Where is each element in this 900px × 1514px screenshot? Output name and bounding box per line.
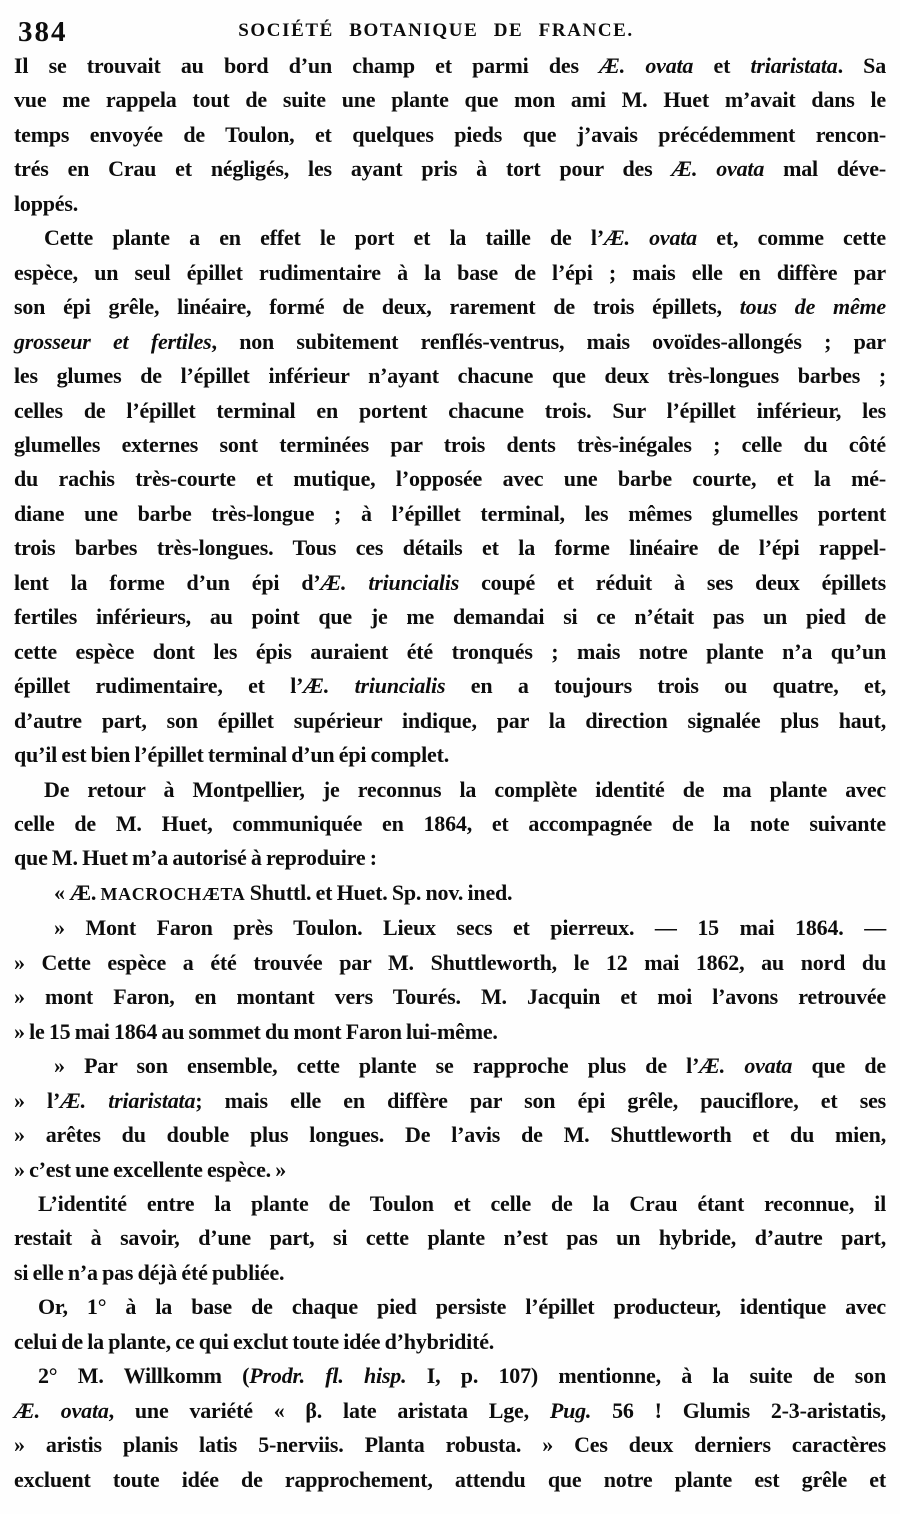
- text-line: [14, 462, 886, 496]
- text-run: épillet rudimentaire, et l’: [14, 673, 304, 699]
- text-run: I, p. 107) mentionne, à la suite de son: [406, 1363, 886, 1389]
- italic-text-run: Æ. ovata: [599, 53, 694, 78]
- text-line: [14, 1187, 886, 1221]
- text-run: coupé et réduit à ses deux épillets: [459, 569, 886, 595]
- italic-text-run: Prodr. fl. hisp.: [249, 1363, 407, 1389]
- text-line: [14, 531, 886, 565]
- text-run: . Sa: [837, 53, 887, 78]
- text-line: [14, 841, 886, 875]
- text-run: qu’il est bien l’épillet terminal d’un épi complet.: [14, 742, 450, 768]
- text-run: » aristis planis latis 5-nerviis. Planta robusta. » Ces deux derniers caractères: [14, 1432, 886, 1458]
- text-line: [14, 876, 886, 911]
- text-run: « Æ.: [54, 879, 101, 905]
- text-line: [14, 1084, 886, 1118]
- text-run: » le 15 mai 1864 au sommet du mont Faron lui-même.: [14, 1018, 498, 1044]
- text-line: [14, 1290, 886, 1324]
- text-run: ; mais elle en diffère par son épi grêle, pauciflore, et ses: [195, 1087, 887, 1113]
- text-run: que de: [792, 1053, 886, 1079]
- text-line: [14, 600, 886, 634]
- text-line: [14, 807, 886, 841]
- text-run: » Par son ensemble, cette plante se rapproche plus de l’: [54, 1053, 700, 1079]
- text-line: [14, 911, 886, 945]
- text-line: [14, 1325, 886, 1359]
- italic-text-run: triaristata: [750, 53, 838, 78]
- page-header: [0, 14, 900, 50]
- text-run: que M. Huet m’a autorisé à reproduire :: [14, 845, 377, 871]
- text-run: 56 ! Glumis 2-3-aristatis,: [591, 1397, 886, 1423]
- text-run: , non subitement renflés-ventrus, mais ovoïdes-allongés ; par: [211, 328, 886, 354]
- text-run: » arêtes du double plus longues. De l’avis de M. Shuttleworth et du mien,: [14, 1122, 886, 1148]
- text-run: celles de l’épillet terminal en portent chacune trois. Sur l’épillet inférieur, les: [14, 397, 886, 423]
- text-run: 2° M. Willkomm (: [38, 1363, 250, 1389]
- text-run: et, comme cette: [697, 225, 886, 251]
- text-run: trés en Crau et négligés, les ayant pris à tort pour des: [14, 156, 672, 182]
- text-run: , une variété « β. late aristata Lge,: [108, 1397, 550, 1423]
- text-line: [14, 635, 886, 669]
- text-run: d’autre part, son épillet supérieur indique, par la direction signalée plus haut,: [14, 707, 886, 733]
- text-run: excluent toute idée de rapprochement, attendu que notre plante est grêle et: [14, 1466, 886, 1492]
- text-line: [14, 566, 886, 600]
- text-line: [14, 1049, 886, 1083]
- text-line: [14, 325, 886, 359]
- text-run: si elle n’a pas déjà été publiée.: [14, 1259, 285, 1285]
- text-run: son épi grêle, linéaire, formé de deux, rarement de trois épillets,: [14, 294, 740, 320]
- text-line: [14, 1153, 886, 1187]
- text-run: » mont Faron, en montant vers Tourés. M. Jacquin et moi l’avons retrouvée: [14, 984, 886, 1010]
- smallcaps-text-run: MACROCHÆTA: [100, 883, 246, 904]
- text-line: [14, 738, 886, 772]
- text-line: [14, 1118, 886, 1152]
- text-line: [14, 980, 886, 1014]
- text-run: lent la forme d’un épi d’: [14, 569, 321, 595]
- text-body: [14, 49, 886, 1497]
- text-line: [14, 1256, 886, 1290]
- text-run: espèce, un seul épillet rudimentaire à la base de l’épi ; mais elle en diffère par: [14, 259, 886, 285]
- text-line: [14, 669, 886, 703]
- text-run: Cette plante a en effet le port et la taille de l’: [44, 225, 604, 251]
- text-run: diane une barbe très-longue ; à l’épillet terminal, les mêmes glumelles portent: [14, 500, 886, 526]
- italic-text-run: Æ. ovata: [14, 1397, 109, 1423]
- italic-text-run: Æ. ovata: [671, 156, 765, 182]
- italic-text-run: tous de même: [739, 294, 887, 320]
- text-line: [14, 221, 886, 255]
- text-line: [14, 152, 886, 186]
- italic-text-run: Æ. ovata: [699, 1053, 793, 1079]
- text-run: en a toujours trois ou quatre, et,: [445, 673, 886, 699]
- italic-text-run: Pug.: [549, 1397, 592, 1423]
- text-run: temps envoyée de Toulon, et quelques pieds que j’avais précédemment rencon-: [14, 121, 886, 147]
- text-line: [14, 49, 886, 83]
- italic-text-run: Æ. triaristata: [60, 1087, 196, 1113]
- text-run: Or, 1° à la base de chaque pied persiste l’épillet producteur, identique avec: [38, 1294, 886, 1320]
- text-line: [14, 773, 886, 807]
- text-line: [14, 359, 886, 393]
- text-line: [14, 1359, 886, 1393]
- text-run: Shuttl. et Huet. Sp. nov. ined.: [245, 879, 513, 905]
- text-line: [14, 497, 886, 531]
- header-title: SOCIÉTÉ BOTANIQUE DE FRANCE.: [238, 20, 634, 41]
- text-line: [14, 1015, 886, 1049]
- text-run: De retour à Montpellier, je reconnus la complète identité de ma plante avec: [44, 776, 886, 802]
- text-run: Il se trouvait au bord d’un champ et parmi des: [14, 53, 600, 78]
- text-line: [14, 1221, 886, 1255]
- italic-text-run: Æ. triuncialis: [320, 569, 460, 595]
- text-line: [14, 428, 886, 462]
- text-run: et: [693, 53, 751, 78]
- text-run: loppés.: [14, 190, 79, 216]
- page-number: 384: [18, 16, 68, 48]
- text-line: [14, 1463, 886, 1497]
- text-run: L’identité entre la plante de Toulon et celle de la Crau étant reconnue, il: [38, 1190, 886, 1216]
- italic-text-run: Æ. ovata: [603, 225, 697, 251]
- text-line: [14, 1394, 886, 1428]
- text-line: [14, 1428, 886, 1462]
- text-line: [14, 704, 886, 738]
- text-line: [14, 256, 886, 290]
- text-run: » Mont Faron près Toulon. Lieux secs et pierreux. — 15 mai 1864. —: [54, 915, 886, 941]
- text-line: [14, 187, 886, 221]
- text-line: [14, 394, 886, 428]
- italic-text-run: Æ. triuncialis: [303, 673, 446, 699]
- text-run: » c’est une excellente espèce. »: [14, 1156, 287, 1182]
- text-run: mal déve-: [764, 156, 886, 182]
- text-line: [14, 946, 886, 980]
- text-run: cette espèce dont les épis auraient été tronqués ; mais notre plante n’a qu’un: [14, 638, 886, 664]
- text-line: [14, 83, 886, 117]
- text-line: [14, 290, 886, 324]
- text-run: trois barbes très-longues. Tous ces détails et la forme linéaire de l’épi rappel-: [14, 535, 886, 561]
- italic-text-run: grosseur et fertiles: [14, 328, 212, 354]
- text-run: » Cette espèce a été trouvée par M. Shuttleworth, le 12 mai 1862, au nord du: [14, 949, 886, 975]
- text-run: du rachis très-courte et mutique, l’opposée avec une barbe courte, et la mé-: [14, 466, 886, 492]
- text-run: restait à savoir, d’une part, si cette plante n’est pas un hybride, d’autre part,: [14, 1225, 886, 1251]
- text-run: celui de la plante, ce qui exclut toute idée d’hybridité.: [14, 1328, 495, 1354]
- text-line: [14, 118, 886, 152]
- text-run: vue me rappela tout de suite une plante que mon ami M. Huet m’avait dans le: [14, 87, 886, 113]
- text-run: fertiles inférieurs, au point que je me demandai si ce n’était pas un pied de: [14, 604, 886, 630]
- text-run: les glumes de l’épillet inférieur n’ayant chacune que deux très-longues barbes ;: [14, 363, 886, 389]
- text-run: » l’: [14, 1087, 61, 1113]
- text-run: glumelles externes sont terminées par trois dents très-inégales ; celle du côté: [14, 431, 886, 457]
- text-run: celle de M. Huet, communiquée en 1864, et accompagnée de la note suivante: [14, 810, 886, 836]
